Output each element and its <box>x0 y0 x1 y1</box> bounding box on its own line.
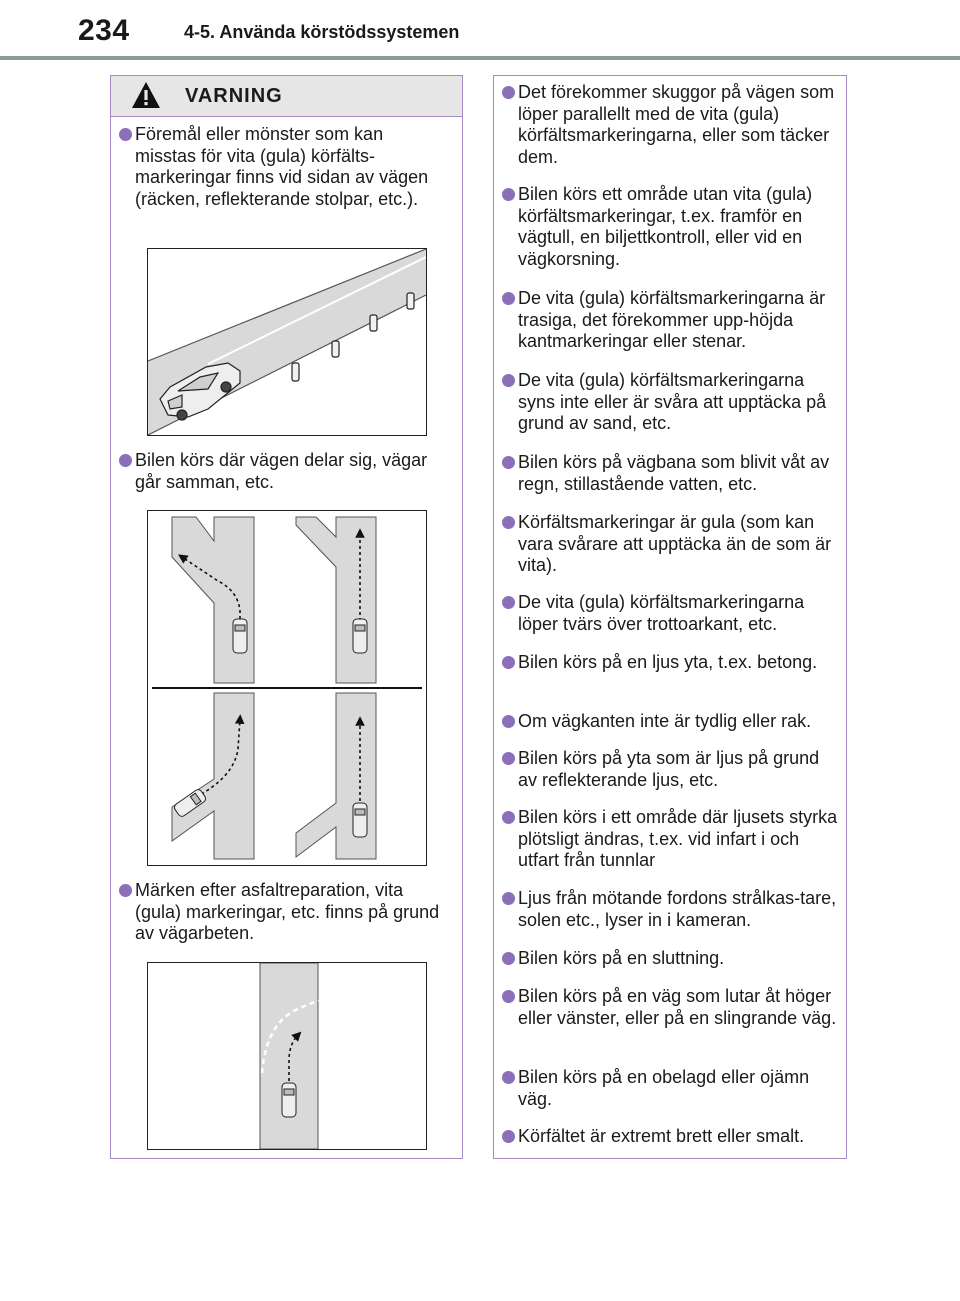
list-item-text: Om vägkanten inte är tydlig eller rak. <box>518 711 812 731</box>
bullet-icon <box>502 188 515 201</box>
list-item-text: Körfältet är extremt brett eller smalt. <box>518 1126 805 1146</box>
bullet-icon <box>502 596 515 609</box>
list-item-text: Bilen körs på yta som är ljus på grund av reflekterande ljus, etc. <box>518 748 820 790</box>
warning-triangle-icon <box>131 81 161 109</box>
list-item <box>502 807 842 872</box>
warning-header <box>111 76 462 117</box>
list-item-text: Bilen körs på vägbana som blivit våt av regn, stillastående vatten, etc. <box>518 452 830 494</box>
figure-road-split-merge <box>147 510 427 866</box>
bullet-icon <box>502 1071 515 1084</box>
warning-panel <box>110 75 463 1159</box>
bullet-icon <box>502 952 515 965</box>
warning-label: VARNING <box>185 85 283 107</box>
list-item <box>119 124 449 210</box>
list-item <box>502 1126 842 1148</box>
bullet-icon <box>502 1130 515 1143</box>
page-number: 234 <box>78 14 130 47</box>
list-item <box>502 370 842 435</box>
list-item <box>502 82 842 168</box>
list-item <box>502 948 842 970</box>
list-item-text: Bilen körs på en ljus yta, t.ex. betong. <box>518 652 818 672</box>
list-item <box>502 652 842 674</box>
list-item-text: Bilen körs på en obelagd eller ojämn väg. <box>518 1067 810 1109</box>
bullet-icon <box>502 86 515 99</box>
list-item <box>502 986 842 1029</box>
list-item <box>502 711 842 733</box>
bullet-icon <box>502 374 515 387</box>
list-item-text: Det förekommer skuggor på vägen som löper parallellt med de vita (gula) körfältsmarkeringarna, eller som täcker dem. <box>518 82 835 167</box>
list-item-text: Bilen körs på en sluttning. <box>518 948 725 968</box>
list-item-text: Bilen körs ett område utan vita (gula) körfältsmarkeringar, t.ex. framför en vägtull, en biljettkontroll, eller vid en vägkorsning. <box>518 184 813 269</box>
list-item <box>502 288 842 353</box>
list-item-text: Bilen körs i ett område där ljusets styrka plötsligt ändras, t.ex. vid infart i och utfart från tunnlar <box>518 807 838 870</box>
list-item-text: De vita (gula) körfältsmarkeringarna är trasiga, det förekommer upp-höjda kantmarkeringar eller stenar. <box>518 288 826 351</box>
list-item-text: Föremål eller mönster som kan misstas för vita (gula) körfälts-markeringar finns vid sidan av vägen (räcken, reflekterande stolpar, etc.). <box>135 124 429 209</box>
bullet-icon <box>502 715 515 728</box>
bullet-icon <box>502 656 515 669</box>
page-header <box>0 0 960 62</box>
bullet-icon <box>119 454 132 467</box>
conditions-panel <box>493 75 847 1159</box>
list-item-text: De vita (gula) körfältsmarkeringarna syns inte eller är svåra att upptäcka på grund av sand, etc. <box>518 370 827 433</box>
bullet-icon <box>502 811 515 824</box>
list-item-text: Märken efter asfaltreparation, vita (gula) markeringar, etc. finns på grund av vägarbeten. <box>135 880 440 943</box>
list-item <box>502 512 842 577</box>
list-item-text: Bilen körs på en väg som lutar åt höger eller vänster, eller på en slingrande väg. <box>518 986 837 1028</box>
list-item <box>502 748 842 791</box>
section-title: 4-5. Använda körstödssystemen <box>184 22 460 42</box>
bullet-icon <box>502 990 515 1003</box>
list-item <box>502 1067 842 1110</box>
bullet-icon <box>502 892 515 905</box>
list-item <box>502 888 842 931</box>
list-item <box>119 880 449 945</box>
bullet-icon <box>502 752 515 765</box>
figure-roadside-posts <box>147 248 427 436</box>
list-item <box>502 452 842 495</box>
list-item-text: Ljus från mötande fordons strålkas-tare, solen etc., lyser in i kameran. <box>518 888 837 930</box>
list-item <box>119 450 449 493</box>
bullet-icon <box>502 516 515 529</box>
bullet-icon <box>502 456 515 469</box>
bullet-icon <box>502 292 515 305</box>
list-item-text: Körfältsmarkeringar är gula (som kan vara svårare att upptäcka än de som är vita). <box>518 512 832 575</box>
figure-old-road-marking <box>147 962 427 1150</box>
list-item <box>502 592 842 635</box>
list-item-text: De vita (gula) körfältsmarkeringarna löper tvärs över trottoarkant, etc. <box>518 592 805 634</box>
bullet-icon <box>119 128 132 141</box>
bullet-icon <box>119 884 132 897</box>
list-item <box>502 184 842 270</box>
header-divider <box>0 56 960 60</box>
list-item-text: Bilen körs där vägen delar sig, vägar går samman, etc. <box>135 450 428 492</box>
